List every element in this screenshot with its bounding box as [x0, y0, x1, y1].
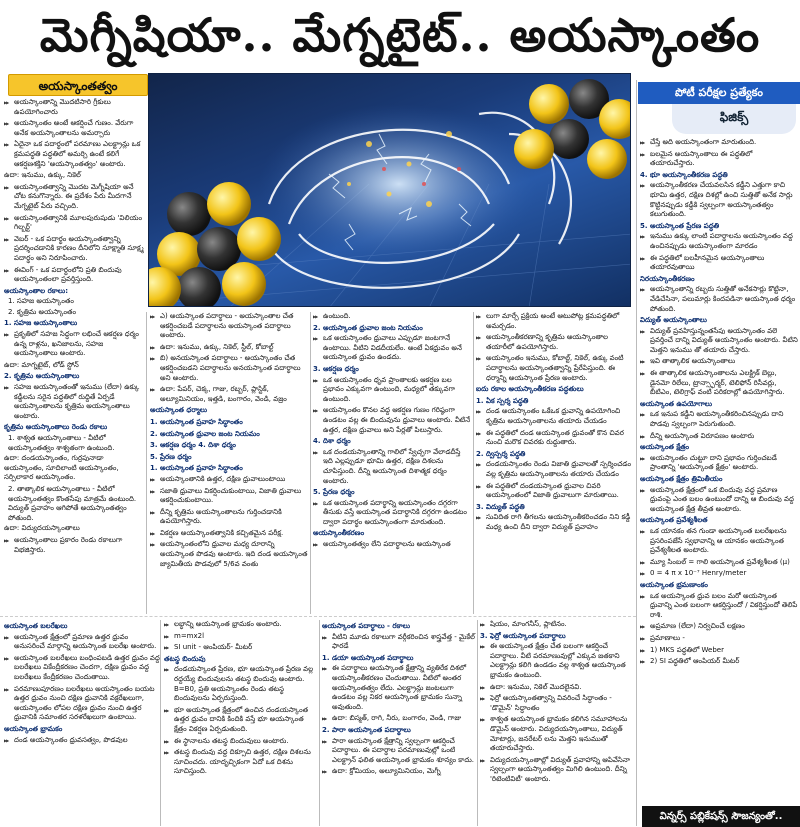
publisher-credit: విన్నర్స్ పబ్లికేషన్స్ సౌజన్యంతో.. — [642, 806, 800, 827]
subheading: అయస్కాంత క్షేత్రం — [640, 443, 690, 452]
subheading: 3. విద్యుత్ పద్ధతి — [476, 502, 525, 511]
bullet-item: ▶▶ ఉదా: ఇనుము, నికెల్ మొదలైనవి. — [480, 683, 634, 693]
list-item: 1. సహజ అయస్కాంతం — [8, 297, 74, 306]
subheading: 5. అయస్కాంత ప్రేరణ పద్ధతి — [640, 221, 720, 230]
bullet-item: ▶▶ దీన్ని అయస్కాంత విరూపణం అంటారు — [640, 432, 798, 442]
bullet-item: ▶▶ వీటిని మూడు రకాలుగా వర్గీకరించిన శాస్త్రవేత్త - మైకేల్ ఫారడే — [322, 633, 476, 652]
bullet-item: ▶▶ ఒక అయస్కాంత ధ్రువ బలం మరో అయస్కాంత ధ్రువాన్ని ఎంత బలంగా ఆకర్షిస్తుందో / వికర్షిస్తుందో తెలిపే రాశి. — [640, 592, 798, 621]
subheading: 2. అయస్కాంత ధ్రువాల జంట నియమం — [313, 323, 423, 332]
bullet-item: ▶▶ ఉదా: బిస్మత్, రాగి, నీరు, బంగారం, వెండి, గాజు — [322, 714, 476, 724]
subheading: తటస్థ బిందువు — [164, 654, 206, 663]
subheading: అయస్కాంత ప్రవేశ్యశీలత — [640, 516, 708, 525]
subheading: అయస్కాంత భ్రామకం — [4, 724, 63, 733]
bullet-item: ▶▶ దండయస్కాంతం రెండు విజాతి ధ్రువాలతో స్పర్శించడం వల్ల కృత్రిమ అయస్కాంతాలను తయారు చేయడం — [476, 460, 634, 479]
middle-column-1 — [150, 312, 308, 612]
list-item: ▶▶ అయస్కాంతాలు ప్రకారం రెండు రకాలుగా విభజిస్తారు. — [4, 536, 144, 555]
bullet-item: ▶▶ ఉదా: పేపర్, చెక్క, గాజు, రబ్బర్, ప్లాస్టిక్, అల్యూమినియం, ఇత్తడి, బంగారం, వెండి, వజ్రం — [150, 385, 308, 404]
bullet-item: ▶▶ ఏదైనా ఒక పదార్థంలో పరమాణు ఎలక్ట్రాన్లు ఒక క్రమపద్ధతి పద్ధతిలో అమర్చి ఉంటే కలిగే ఆకర్షణశక్తిని 'అయస్కాంతత్వం' అంటారు. — [4, 140, 144, 169]
bullet-item: ▶▶ దండ అయస్కాంతం ఒకేఒక ధ్రువాన్ని ఉపయోగించి కృత్రిమ అయస్కాంతాలను తయారు చేయడం — [476, 407, 634, 426]
bullet-item: ▶▶ 0 = 4 π x 10⁻⁷ Henry/meter — [640, 569, 798, 579]
subheading: అయస్కాంత భ్రమణాంకం — [640, 580, 708, 589]
subheading: అయస్కాంత క్షేత్రం త్రిమితీయం — [640, 475, 723, 483]
subheading: 3. ఆకర్షణ ధర్మం — [313, 364, 359, 373]
subheading: 3. ఫెర్రో అయస్కాంత పదార్థాలు — [480, 631, 566, 640]
bullet-item: ▶▶ అయస్కాంతం ఇనుము, కోబాల్ట్, నికెల్, ఉక్కు వంటి పదార్థాలను అయస్కాంతత్వాన్ని ప్రేరేపిస్తుంది. ఈ ధర్మాన్ని అయస్కాంత ప్రేరణ అంటారు. — [476, 354, 634, 383]
bullet-item: ▶▶ బి) అనయస్కాంత పదార్థాలు - అయస్కాంతం చేత ఆకర్షించబడని పదార్థాలను అనయస్కాంత పదార్థాలు అని అంటారు. — [150, 354, 308, 383]
bullet-item: ▶▶ సువిదిత రాగి తీగలను అయస్కాంతీకరించడం నిని కడ్డీ మధ్య ఉంచి దీని ద్వారా విద్యుత్ ప్రవాహం — [476, 513, 634, 532]
bullet-item: ▶▶ మ్యూ సింబల్ = గాలి అయస్కాంత ప్రవేశ్యశీలత (μ) — [640, 558, 798, 568]
bullet-item: ▶▶ ఒక అయస్కాంతం ధృవ ప్రాంతాలకు ఆకర్షణ బల ప్రభావం ఎక్కువగా ఉంటుంది, మధ్యలో తక్కువగా ఉంటుంది. — [313, 376, 471, 405]
bullet-item: ▶▶ ఒక దండయస్కాంతాన్ని గాలిలో స్వేచ్ఛగా వేలాడదీస్తే ఇది ఎల్లప్పుడూ భూమి ఉత్తర, దక్షిణ దిశలను చూపిస్తుంది. దీన్ని అయస్కాంత దిశాత్మక ధర్మం అంటారు. — [313, 448, 471, 486]
subheading: 1. ఏక స్పర్శ పద్ధతి — [476, 396, 529, 405]
subheading: అయస్కాంతాల రకాలు: — [4, 286, 68, 295]
subheading: 1. సహజ అయస్కాంతాలు — [4, 319, 78, 328]
bullet-item: ▶▶ ఈవింగ్ - ఒక పదార్థంలోని ప్రతి బిందువు అయస్కాంతంలా ప్రవర్తిస్తుంది. — [4, 266, 144, 285]
subheading: విద్యుత్ అయస్కాంతాలు — [640, 316, 707, 325]
bullet-item: ▶▶ ఈ పదార్థాలు అయస్కాంత క్షేత్రాన్ని వ్యతిరేక దిశలో అయస్కాంతీకరణం చెందుతాయి. వీటిలో అంతర అయస్కాంతత్వం లేదు. ఎలక్ట్రాన్లు జంటలుగా ఉండటం వల్ల నికర అయస్కాంత భ్రామకం సున్నా అవుతుంది. — [322, 664, 476, 712]
right-magnet-spheres — [514, 79, 631, 179]
list-item: ఉదా: విద్యుదయస్కాంతాలు — [4, 524, 80, 533]
subheading: 1. అయస్కాంత ప్రవాహ సిద్ధాంతం — [150, 417, 243, 426]
bullet-item: ▶▶ ఫెర్రో అయస్కాంతత్వాన్ని వివరించే సిద్ధాంతం - 'డొమైన్' సిద్ధాంతం — [480, 694, 634, 713]
bullet-item: ▶▶ చేస్తే అది అయస్కాంతంగా మారుతుంది. — [640, 138, 798, 148]
subject-physics-label: ఫిజిక్స్ — [672, 104, 796, 134]
bullet-item: ▶▶ విద్యుదయస్కాంతాల్లో విద్యుత్ ప్రవాహాన్ని ఆపివేసినా స్వల్పంగా అయస్కాంతత్వం మిగిలి ఉంటుంది. దీన్ని 'రిటెంటివిటీ' అంటారు. — [480, 756, 634, 785]
bullet-item: ▶▶ ప్రమాణాలు - — [640, 634, 798, 644]
bullet-item: ▶▶ ప్రకృతిలో సహజ సిద్ధంగా లభించే ఆకర్షణ ధర్మం ఉన్న రాళ్లను, ఖనిజాలను, సహజ అయస్కాంతాలు అంటారు. — [4, 330, 144, 359]
energy-glow — [259, 104, 539, 264]
bullet-item: ▶▶ వెబర్ - ఒక పదార్థం అయస్కాంతత్వాన్ని ప్రదర్శించడానికి కారణం దీనిలోని సూక్ష్మాతి సూక్ష్మ పదార్థం అని నిరూపించారు. — [4, 235, 144, 264]
bullet-item: ▶▶ లుగా మార్చే ప్రక్రియ అంటే ఆటుపోట్ల క్రమపద్ధతిలో అమర్చడం. — [476, 312, 634, 331]
bullet-item: ▶▶ ఒక అయస్కాంతం ధ్రువాలు ఎప్పుడూ జంటగానే ఉంటాయి. వీటిని విడదీయలేం. అంటే ఏకధ్రువం అనే అయస్కాంత ధ్రువం ఉండదు. — [313, 334, 471, 363]
subheading: 4. భూ అయస్కాంతీకరణ పద్ధతి — [640, 170, 728, 179]
bullet-item: ▶▶ బలమైన అయస్కాంతాలు ఈ పద్ధతిలో తయారుచేస్తారు. — [640, 150, 798, 169]
bullet-item: ▶▶ భూ అయస్కాంత క్షేత్రంలో ఉంచిన దండయస్కాంత ఉత్తర ధ్రువం దానికి కిందికి వస్తే భూ అయస్కాంత క్షేత్రం వికర్షణ ఏర్పడుతుంది. — [164, 706, 318, 735]
subheading: 4. దిశా ధర్మం — [313, 437, 351, 446]
bullet-item: ▶▶ అయస్కాంతాన్ని మొదటిసారి గ్రీకులు ఉపయోగించారు — [4, 98, 144, 117]
bullet-item: ▶▶ శాశ్వత అయస్కాంత భ్రామకం కలిగిన సమూహాలను డొమైన్ అంటారు. విద్యుదయస్కాంతాలు, విద్యుత్ మోటార్లు, జనరేటర్ లను మెత్తని ఇనుముతో తయారుచేస్తారు. — [480, 715, 634, 753]
subheading: 5. ప్రేరణ ధర్మం — [150, 452, 192, 461]
bullet-item: ▶▶ అయస్కాంతత్వానికి మూలపురుషుడు 'విలియం గిల్బర్ట్' — [4, 214, 144, 233]
middle-column-3 — [476, 312, 634, 612]
bullet-item: ▶▶ ఈ స్థానాలను తటస్థ బిందువులు అంటారు. — [164, 737, 318, 747]
bullet-item: ▶▶ ఈ తాత్కాలిక అయస్కాంతాలను ఎలక్ట్రిక్ బెల్లు, డైనమో రిలేలు, ట్రాన్స్ఫార్మర్, టెలిఫోన్ రిసీవర్లు, బీటిఎం, టెలిగ్రాఫ్ వంటి పరికరాల్లో ఉపయోగిస్తారు. — [640, 369, 798, 398]
subheading: 1. అయస్కాంత ప్రవాహ సిద్ధాంతం — [150, 464, 243, 473]
competitive-exam-tab: పోటీ పరీక్షల ప్రత్యేకం — [638, 82, 800, 104]
bullet-item: ▶▶ విద్యుత్ ప్రవహిస్తున్నంతసేపు అయస్కాంతం వలె ప్రవర్తించే దాన్ని విద్యుత్ అయస్కాంతం అంటారు. వీటిని మెత్తని ఇనుము తో తయారు చేస్తారు. — [640, 327, 798, 356]
middle-column-2 — [313, 312, 471, 612]
bullet-item: ▶▶ అయస్కాంతత్వాన్ని మొదట మెగ్నీషియా అనే చోట కనుగొన్నారు. ఈ ప్రదేశం పేరు మీదగానే మేగ్నటైట్ పేరు వచ్చింది. — [4, 183, 144, 212]
bullet-item: ▶▶ ఉంటుంది. — [313, 312, 471, 322]
bullet-item: 1. డయా అయస్కాంత పదార్థాలు — [322, 653, 414, 662]
bullet-item: ▶▶ షియం, మాంగనీస్, ప్లాటినం. — [480, 620, 634, 630]
bullet-item: 2. పారా అయస్కాంత పదార్థాలు — [322, 725, 411, 734]
headline: మెగ్నీషియా.. మేగ్నటైట్.. అయస్కాంతం — [39, 8, 761, 63]
bullet-item: ▶▶ అయస్కాంతాన్ని రబ్బరు సుత్తితో అనేకసార్లు కొట్టినా, వేడిచేసినా, పలుమార్లు కిందపడినా అయస్కాంత ధర్మం పోతుంది. — [640, 285, 798, 314]
bullet-item: ▶▶ అయస్కాంతత్వం లేని పదార్థాలను అయస్కాంత — [313, 540, 471, 550]
subheading: నిరయస్కాంతీకరణం — [640, 274, 695, 283]
bullet-item: ▶▶ 2) SI పద్ధతిలో ఆంపియర్ మీటర్ — [640, 657, 798, 667]
bullet-item: ఉదా: ఇనుము, ఉక్కు, నికెల్ — [4, 171, 81, 180]
bullet-item: ▶▶ 1) MKS పద్ధతిలో Weber — [640, 646, 798, 656]
list-item: 1. శాశ్వత అయస్కాంతాలు - వీటిలో అయస్కాంతత్వం శాశ్వతంగా ఉంటుంది. — [8, 434, 115, 452]
bullet-item: ▶▶ సహజ అయస్కాంతంతో ఇనుము (లేదా) ఉక్కు కడ్డీలను సరైన పద్ధతిలో రుద్దితే ఏర్పడే అయస్కాంతాలను కృత్రిమ అయస్కాంతాలు అంటారు. — [4, 383, 144, 421]
bullet-item: ▶▶ ఉదా: ఇనుము, ఉక్కు, నికెల్, స్టీల్, కోబాల్ట్ — [150, 343, 308, 353]
bullet-item: ఉదా: మాగ్నటైట్, లోడ్ స్టోన్ — [4, 360, 79, 369]
bullet-item: ▶▶ తటస్థ బిందువు వద్ద దిక్సూచి ఉత్తర, దక్షిణ దిశలను సూచించదు. యాదృచ్ఛికంగా ఏదో ఒక దిశను సూచిస్తుంది. — [164, 748, 318, 777]
bullet-item: ▶▶ ఒక అయస్కాంత పదార్థాన్ని అయస్కాంతం దగ్గరగా తీసుకు వస్తే అయస్కాంత పదార్థానికి దగ్గరగా ఉండటం ద్వారా పదార్థం అయస్కాంతంగా మారుతుంది. — [313, 499, 471, 528]
bullet-item: ▶▶ అయస్కాంతంలోని ధ్రువాల మధ్య దూరాన్ని అయస్కాంత పొడవు అంటారు. ఇది దండ అయస్కాంత జ్యామితీయ పొడవులో 5/6వ వంతు — [150, 540, 308, 569]
list-item: 2. తాత్కాలిక అయస్కాంతాలు - వీటిలో అయస్కాంతత్వం కొంతసేపు మాత్రమే ఉంటుంది. విద్యుత్ ప్రవాహం ఆగిపోతే అయస్కాంతత్వం పోతుంది. — [8, 484, 137, 522]
subheading: 2. అయస్కాంత ధ్రువాల జంట నియమం — [150, 429, 260, 438]
magnetism-column — [4, 98, 144, 610]
magnet-illustration — [148, 73, 631, 307]
magnet-field-svg — [149, 74, 631, 307]
subheading: 2. ద్విస్పర్శ పద్ధతి — [476, 449, 526, 458]
bullet-item: ▶▶ అయస్కాంతం కొనల వద్ద ఆకర్షణ గుణం గరిష్ఠంగా ఉండటం వల్ల ఈ బిందువును ధ్రువాలు అంటారు. వీటినే ఉత్తర, దక్షిణ ధ్రువాలు అని పేర్లతో పిలుస్తారు. — [313, 406, 471, 435]
bullet-item: ▶▶ ఈ పద్ధతిలో దండ అయస్కాంత ధ్రువంతో కొన చివర నుంచి మరొక చివరకు రుద్దుతారు. — [476, 429, 634, 448]
bullet-item: ▶▶ అయస్కాంతం అంటే ఆకర్షించే గుణం. వేరుగా అనేక అయస్కాంతాలను అమర్చారు — [4, 119, 144, 138]
section-title-magnetism: అయస్కాంతత్వం — [8, 74, 148, 96]
bullet-item: ▶▶ ఒక యానకం తన గుండా అయస్కాంత బలరేఖలను ప్రసరింపజేసే స్వభావాన్ని ఆ యానకం అయస్కాంత ప్రవేశ్యశీలత అంటారు. — [640, 527, 798, 556]
right-column — [640, 138, 798, 802]
bottom-column-3 — [322, 620, 476, 826]
bullet-item: ▶▶ అప్రమాణ (లేదా) నిర్వచించే లక్షణం — [640, 622, 798, 632]
bottom-column-2 — [164, 620, 318, 826]
bullet-item: ▶▶ దండ అయస్కాంతం ధ్రువసత్వం, పొడవుల — [4, 736, 160, 746]
bullet-item: ▶▶ అయస్కాంతీకరణాన్ని కృత్రిమ అయస్కాంతాల తయారీలో ఉపయోగిస్తారు. — [476, 333, 634, 352]
bullet-item: ▶▶ దండయస్కాంత ప్రేరణ, భూ అయస్కాంత ప్రేరణ వల్ల రద్దయ్యే బిందువులను తటస్థ బిందువు అంటారు. B=B0, ప్రతి అయస్కాంతం రెండు తటస్థ బిందువులను ఏర్పరుస్తుంది. — [164, 665, 318, 703]
bullet-item: ▶▶ పరమాణుపూరణం బలరేఖలు అయస్కాంతం బయట ఉత్తర ధ్రువం నుంచి దక్షిణ ధ్రువానికి వక్రరేఖలుగా, అయస్కాంతం లోపల దక్షిణ ధ్రువం నుంచి ఉత్తర ధ్రువానికి సమాంతర సరళరేఖలుగా ఉంటాయి. — [4, 685, 160, 723]
bullet-item: ▶▶ ఉదా: క్రోమియం, అల్యూమినియం, మెగ్నీ — [322, 767, 476, 777]
subheading: అయస్కాంత ధర్మాలు — [150, 406, 208, 415]
subheading: అయస్కాంతీకరణం — [313, 529, 365, 538]
bullet-item: ▶▶ అయస్కాంతం చుట్టూ దాని ప్రభావం గుర్తించబడే ప్రాంతాన్ని 'అయస్కాంత క్షేత్రం' అంటారు. — [640, 454, 798, 473]
bullet-item: ▶▶ అయస్కాంతానికి ఉత్తర, దక్షిణ ధ్రువాలుంటాయి — [150, 475, 308, 485]
bullet-item: ▶▶ దీన్ని కృత్రిమ అయస్కాంతాలను గుర్తించడానికి ఉపయోగిస్తారు. — [150, 508, 308, 527]
bullet-item: ▶▶ ఈ పద్ధతిలో దండయస్కాంత ధ్రువాల చివరి అయస్కాంతంలో విజాతి ధ్రువాలుగా మారుతాయి. — [476, 482, 634, 501]
bullet-item: ▶▶ ఎ) అయస్కాంత పదార్థాలు - అయస్కాంతాల చేత ఆకర్షించబడే పదార్థాలను అయస్కాంత పదార్థాలు అంటారు. — [150, 312, 308, 341]
bullet-item: ▶▶ ఈ పద్ధతిలో బలహీనమైన అయస్కాంతాలు తయారవుతాయి — [640, 254, 798, 273]
bullet-item: ▶▶ ఇవి తాత్కాలిక అయస్కాంతాలు — [640, 357, 798, 367]
list-item: ఉదా: దండయస్కాంతం, గుర్రపునాడా అయస్కాంతం, సూదిలాంటి అయస్కాంతం, సర్పిలాకార అయస్కాంతం. — [4, 454, 119, 482]
bullet-item: ▶▶ లబ్ధాన్ని అయస్కాంత భ్రామకం అంటారు. — [164, 620, 318, 630]
subheading: 3. ఆకర్షణ ధర్మం 4. దిశా ధర్మం — [150, 441, 236, 450]
bullet-item: ▶▶ వికర్షణ అయస్కాంతత్వానికి కచ్చితమైన పరీక్ష. — [150, 529, 308, 539]
bullet-item: ▶▶ పారా అయస్కాంత క్షేత్రాన్ని స్వల్పంగా ఆకర్షించే పదార్థాలు. ఈ పదార్థాల పరమాణువుల్లో ఒంటి ఎలక్ట్రాన్ ఫలిత అయస్కాంత భ్రామకం శూన్యం కాదు. — [322, 737, 476, 766]
subheading: అయస్కాంత పదార్థాలు - రకాలు — [322, 622, 410, 630]
list-item: 2. కృత్రిమ అయస్కాంతం — [8, 307, 76, 316]
bullet-item: ▶▶ SI unit - ఆంపియర్- మీటర్ — [164, 643, 318, 653]
left-magnet-spheres — [149, 182, 281, 307]
subheading: కృత్రిమ అయస్కాంతాలు రెండు రకాలు — [4, 423, 108, 432]
bullet-item: ▶▶ m=mx2l — [164, 632, 318, 642]
subheading: ఐదు రకాల అయస్కాంతీకరణ పద్ధతులు — [476, 385, 584, 394]
bullet-item: ▶▶ సజాతి ధ్రువాలు వికర్షించుకుంటాయి, విజాతి ధ్రువాలు ఆకర్షించుకుంటాయి. — [150, 487, 308, 506]
subheading: 5. ప్రేరణ ధర్మం — [313, 488, 355, 497]
bottom-column-1 — [4, 620, 160, 826]
bullet-item: ▶▶ అయస్కాంత బలరేఖలు బంధింపబడి ఉత్తర ధ్రువం వద్ద బలరేఖలు వికేంద్రీకరణం చెందగా, దక్షిణ ధ్రువం వద్ద బలరేఖలు కేంద్రీకరణం చెందుతాయి. — [4, 654, 160, 683]
subheading: అయస్కాంత ఉపయోగాలు — [640, 399, 713, 408]
bottom-column-4 — [480, 620, 634, 826]
bullet-item: ▶▶ ఈ అయస్కాంత క్షేత్రం చేత బలంగా ఆకర్షించే పదార్థాలు. వీటి పరమాణువుల్లో ఎక్కువ జతకాని ఎలక్ట్రాన్లు కలిగి ఉండడం వల్ల శాశ్వత అయస్కాంత భ్రామకం ఉంటుంది. — [480, 642, 634, 680]
subheading: అయస్కాంత బలరేఖలు — [4, 622, 68, 630]
bullet-item: ▶▶ అయస్కాంత క్షేత్రంలో ప్రమాణ ఉత్తర ధ్రువం అనుసరించే మార్గాన్ని అయస్కాంత బలరేఖ అంటారు. — [4, 633, 160, 652]
subheading: 2. కృత్రిమ అయస్కాంతాలు — [4, 372, 80, 381]
bullet-item: ▶▶ అయస్కాంతీకరణ చేయవలసిన కడ్డీని ఎత్తుగా కాచి భూమి ఉత్తర, దక్షిణ దిశల్లో ఉంచి సుత్తితో అనేక సార్లు కొట్టినప్పుడు కడ్డీకి స్వల్పంగా అయస్కాంతత్వం కలుగుతుంది. — [640, 181, 798, 219]
bullet-item: ▶▶ ఇనుము ఉక్కు లాంటి పదార్థాలను అయస్కాంతం వద్ద ఉంచినప్పుడు అయస్కాంతంగా మారడం — [640, 232, 798, 251]
bullet-item: ▶▶ ఒక ఇనుప కడ్డీని అయస్కాంతీకరించినప్పుడు దాని పొడవు స్వల్పంగా పెరుగుతుంది. — [640, 410, 798, 429]
bullet-item: ▶▶ అయస్కాంత క్షేత్రంలో ఒక బిందువు వద్ద ప్రమాణ ధ్రువంపై ఎంత బలం ఉంటుందో దాన్ని ఆ బిందువు వద్ద అయస్కాంత క్షేత్ర తీవ్రత అంటారు. — [640, 486, 798, 515]
